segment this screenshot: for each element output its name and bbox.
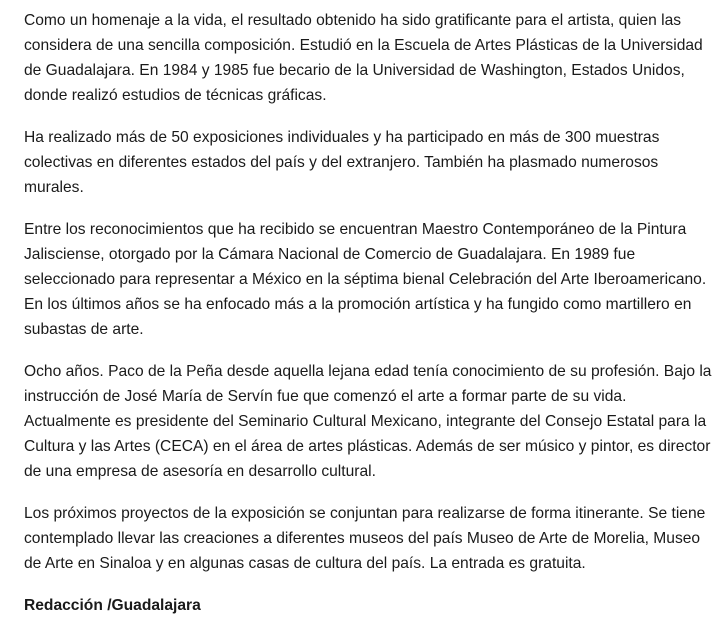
article-paragraph-5: Los próximos proyectos de la exposición se conjuntan para realizarse de forma itinerante. Se tiene contemplado llevar las creaciones a diferentes museos del país Museo de Arte de Morelia, Museo de Arte en Sinaloa y en algunas casas de cultura del país. La entrada es gratuita. bbox=[24, 505, 706, 572]
article-body bbox=[24, 8, 714, 635]
article-paragraph-1: Como un homenaje a la vida, el resultado obtenido ha sido gratificante para el artista, quien las considera de una sencilla composición. Estudió en la Escuela de Artes Plásticas de la Universidad de Guadalajara. En 1984 y 1985 fue becario de la Universidad de Washington, Estados Unidos, donde realizó estudios de técnicas gráficas. bbox=[24, 12, 703, 104]
article-paragraph-3: Entre los reconocimientos que ha recibido se encuentran Maestro Contemporáneo de la Pintura Jalisciense, otorgado por la Cámara Nacional de Comercio de Guadalajara. En 1989 fue seleccionado para representar a México en la séptima bienal Celebración del Arte Iberoamericano. En los últimos años se ha enfocado más a la promoción artística y ha fungido como martillero en subastas de arte. bbox=[24, 221, 707, 338]
article-paragraph-2: Ha realizado más de 50 exposiciones individuales y ha participado en más de 300 muestras colectivas en diferentes estados del país y del extranjero. También ha plasmado numerosos murales. bbox=[24, 129, 660, 196]
article-paragraph-4: Ocho años. Paco de la Peña desde aquella lejana edad tenía conocimiento de su profesión. Bajo la instrucción de José María de Servín fue que comenzó el arte a formar parte de su vida. Actualmente es presidente del Seminario Cultural Mexicano, integrante del Consejo Estatal para la Cultura y las Artes (CECA) en el área de artes plásticas. Además de ser músico y pintor, es director de una empresa de asesoría en desarrollo cultural. bbox=[24, 363, 712, 480]
article-signature: Redacción /Guadalajara bbox=[24, 597, 201, 614]
